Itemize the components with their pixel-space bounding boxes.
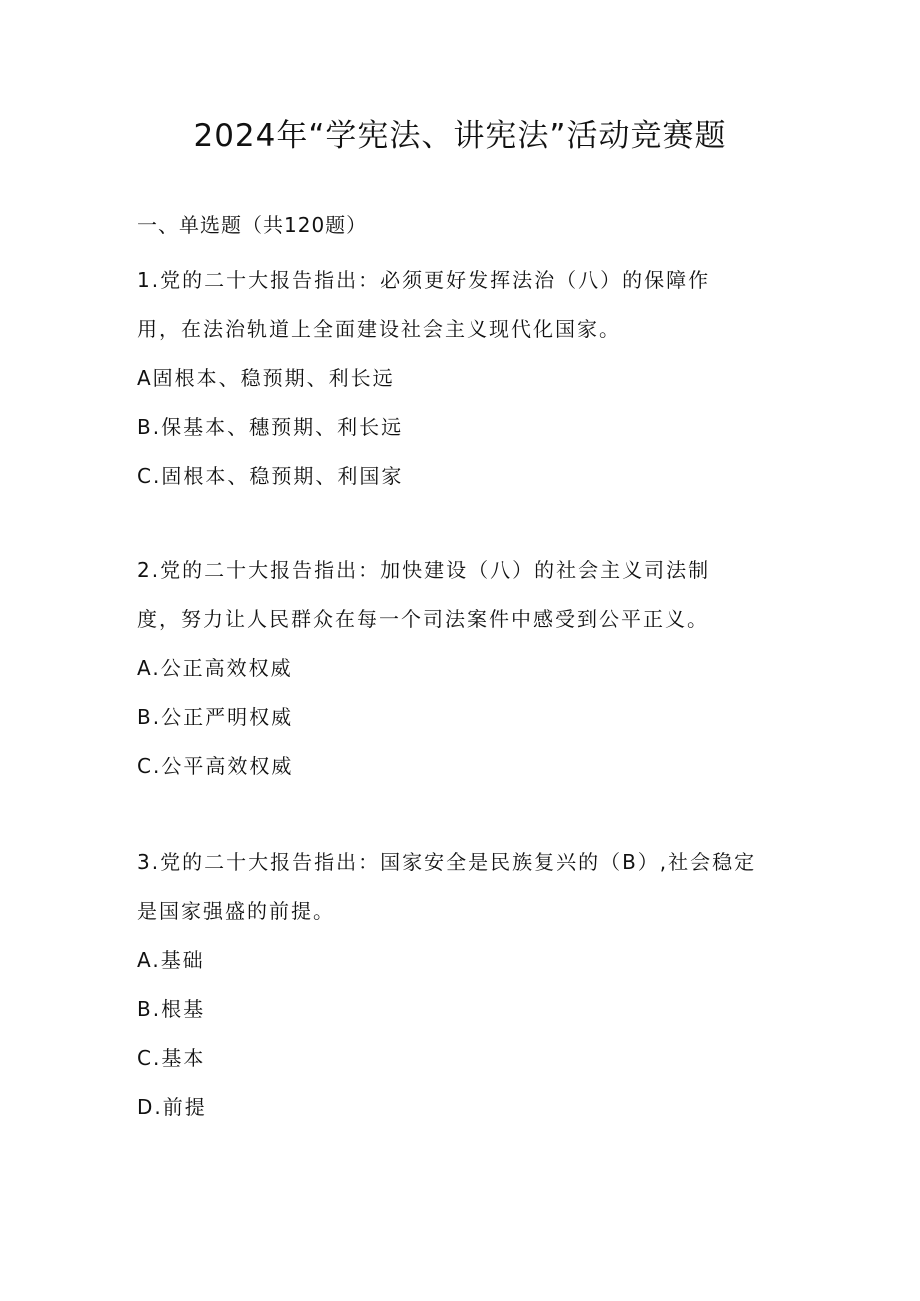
document-title: 2024年“学宪法、讲宪法”活动竞赛题 [193, 118, 727, 154]
option-c: C.基本 [137, 1046, 206, 1070]
question-stem-line: 用，在法治轨道上全面建设社会主义现代化国家。 [137, 317, 621, 341]
question-stem [137, 256, 787, 354]
option-c: C.固根本、稳预期、利国家 [137, 464, 404, 488]
question-2 [137, 546, 787, 791]
question-stem-line: 度，努力让人民群众在每一个司法案件中感受到公平正义。 [137, 607, 709, 631]
option-b: B.公正严明权威 [137, 705, 294, 729]
question-stem [137, 838, 787, 936]
question-1 [137, 256, 787, 501]
option-c: C.公平高效权威 [137, 754, 294, 778]
question-stem-line: 2.党的二十大报告指出：加快建设（八）的社会主义司法制 [137, 558, 711, 582]
option-b: B.根基 [137, 997, 206, 1021]
option-a: A固根本、稳预期、利长远 [137, 366, 395, 390]
option-d: D.前提 [137, 1095, 207, 1119]
question-stem-line: 3.党的二十大报告指出：国家安全是民族复兴的（B）,社会稳定 [137, 850, 757, 874]
question-stem-line: 是国家强盛的前提。 [137, 899, 335, 923]
question-stem [137, 546, 787, 644]
section-heading: 一、单选题（共120题） [137, 213, 368, 237]
option-a: A.公正高效权威 [137, 656, 293, 680]
question-3 [137, 838, 787, 1132]
option-b: B.保基本、穗预期、利长远 [137, 415, 404, 439]
question-stem-line: 1.党的二十大报告指出：必须更好发挥法治（八）的保障作 [137, 268, 711, 292]
option-a: A.基础 [137, 948, 205, 972]
